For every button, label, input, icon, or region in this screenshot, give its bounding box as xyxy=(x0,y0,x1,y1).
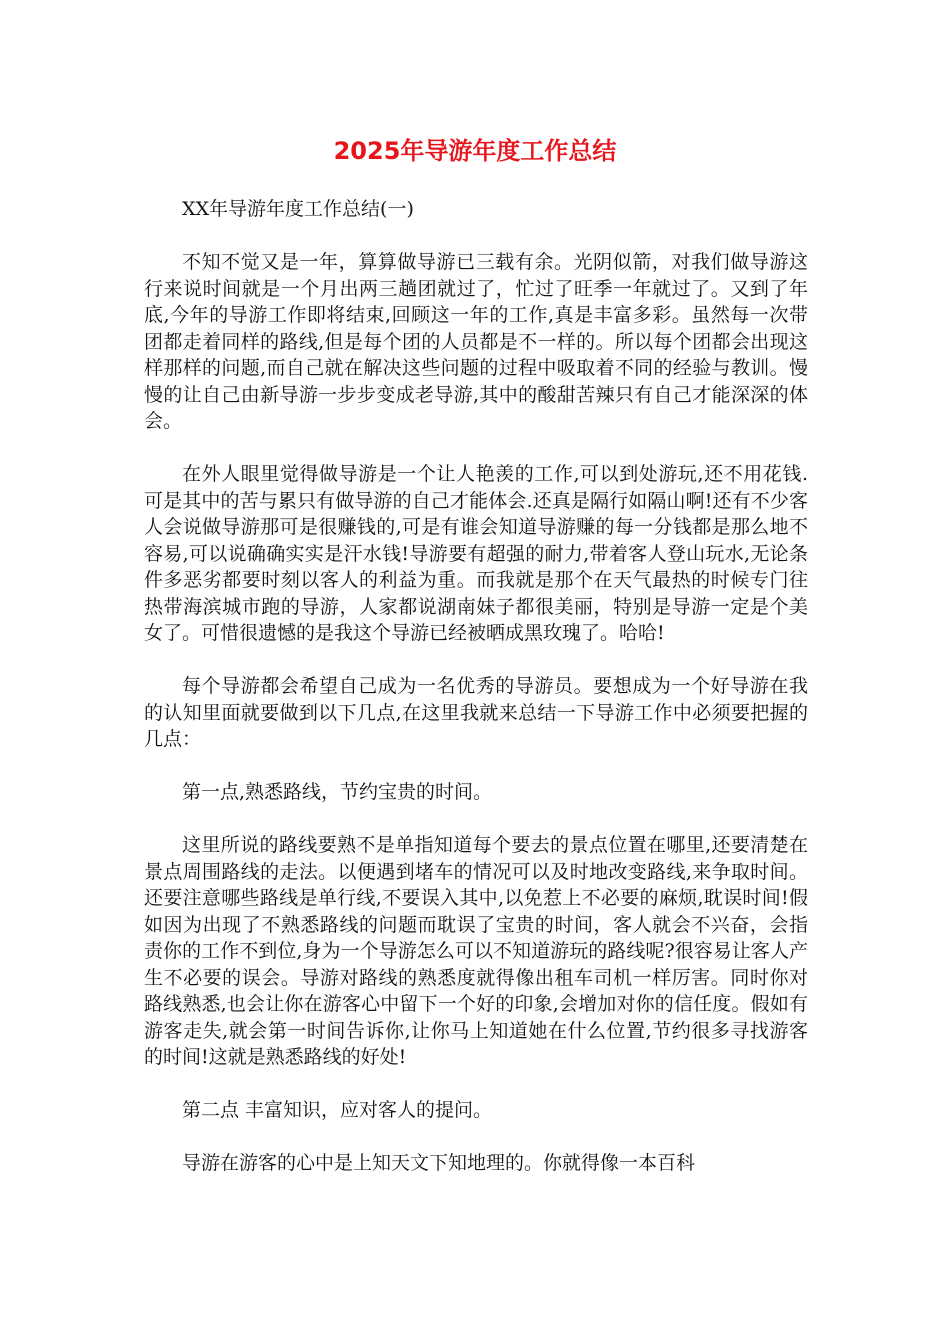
paragraph: 在外人眼里觉得做导游是一个让人艳羡的工作,可以到处游玩,还不用花钱.可是其中的苦与累只有做导游的自己才能体会.还真是隔行如隔山啊!还有不少客人会说做导游那可是很赚钱的,可是有谁会知道导游赚的每一分钱都是那么地不容易,可以说确确实实是汗水钱!导游要有超强的耐力,带着客人登山玩水,无论条件多恶劣都要时刻以客人的利益为重。而我就是那个在天气最热的时候专门往热带海滨城市跑的导游，人家都说湖南妹子都很美丽，特别是导游一定是个美女了。可惜很遗憾的是我这个导游已经被晒成黑玫瑰了。哈哈! xyxy=(144,463,808,644)
document-title: 2025年导游年度工作总结 xyxy=(333,137,617,165)
paragraph: 不知不觉又是一年，算算做导游已三载有余。光阴似箭，对我们做导游这行来说时间就是一个月出两三趟团就过了，忙过了旺季一年就过了。又到了年底,今年的导游工作即将结束,回顾这一年的工作,真是丰富多彩。虽然每一次带团都走着同样的路线,但是每个团的人员都是不一样的。所以每个团都会出现这样那样的问题,而自己就在解决这些问题的过程中吸取着不同的经验与教训。慢慢的让自己由新导游一步步变成老导游,其中的酸甜苦辣只有自己才能深深的体会。 xyxy=(144,251,808,432)
section-heading: XX年导游年度工作总结(一) xyxy=(182,198,414,220)
paragraph: 导游在游客的心中是上知天文下知地理的。你就得像一本百科 xyxy=(182,1152,696,1174)
paragraph: 这里所说的路线要熟不是单指知道每个要去的景点位置在哪里,还要清楚在景点周围路线的走法。以便遇到堵车的情况可以及时地改变路线,来争取时间。还要注意哪些路线是单行线,不要误入其中,以免惹上不必要的麻烦,耽误时间!假如因为出现了不熟悉路线的问题而耽误了宝贵的时间，客人就会不兴奋，会指责你的工作不到位,身为一个导游怎么可以不知道游玩的路线呢?很容易让客人产生不必要的误会。导游对路线的熟悉度就得像出租车司机一样厉害。同时你对路线熟悉,也会让你在游客心中留下一个好的印象,会增加对你的信任度。假如有游客走失,就会第一时间告诉你,让你马上知道她在什么位置,节约很多寻找游客的时间!这就是熟悉路线的好处! xyxy=(144,834,808,1068)
paragraph: 每个导游都会希望自己成为一名优秀的导游员。要想成为一个好导游在我的认知里面就要做到以下几点,在这里我就来总结一下导游工作中必须要把握的几点： xyxy=(144,675,808,750)
point-heading: 第二点 丰富知识，应对客人的提问。 xyxy=(182,1099,493,1121)
document-body xyxy=(144,196,808,1203)
point-heading: 第一点,熟悉路线，节约宝贵的时间。 xyxy=(182,781,493,803)
